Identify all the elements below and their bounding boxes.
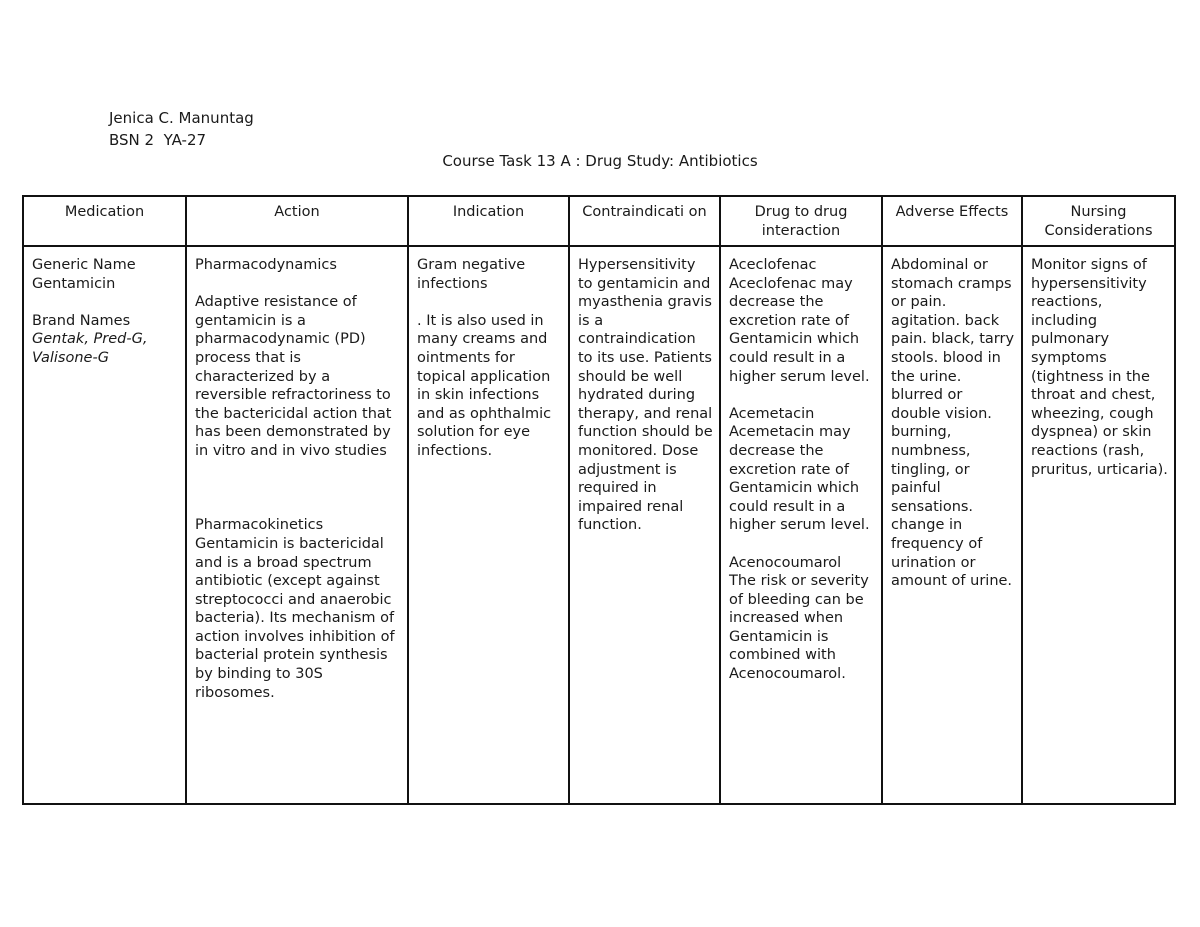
brand-names-value: Gentak, Pred-G, Valisone-G — [32, 331, 148, 366]
column-header-medication: Medication — [23, 196, 186, 246]
column-header-adverse-effects: Adverse Effects — [882, 196, 1022, 246]
brand-names-label: Brand Names — [32, 312, 131, 329]
contraindication-cell: Hypersensitivity to gentamicin and myasthenia gravis is a contraindication to its use. Patients should be well hydrated during therapy, and renal function should be monitored. Dose adjustment is required in impaired renal function. — [569, 246, 720, 804]
column-header-action: Action — [186, 196, 408, 246]
student-section: BSN 2 YA-27 — [109, 131, 207, 149]
interaction-text: Acemetacin may decrease the excretion rate of Gentamicin which could result in a higher serum level. — [729, 424, 870, 534]
interaction-drug-name: Acemetacin — [729, 405, 815, 422]
interaction-text: The risk or severity of bleeding can be increased when Gentamicin is combined with Acenocoumarol. — [729, 573, 869, 683]
column-header-indication: Indication — [408, 196, 569, 246]
drug-study-table — [22, 195, 1176, 805]
column-header-nursing-considerations: Nursing Considerations — [1022, 196, 1175, 246]
drug-interaction-cell — [720, 246, 882, 804]
pharmacodynamics-label: Pharmacodynamics — [195, 257, 337, 273]
nursing-considerations-cell: Monitor signs of hypersensitivity reactions, including pulmonary symptoms (tightness in the throat and chest, wheezing, cough dyspnea) or skin reactions (rash, pruritus, urticaria). — [1022, 246, 1175, 804]
student-name: Jenica C. Manuntag — [109, 109, 254, 127]
medication-cell — [23, 246, 186, 804]
generic-name-value: Gentamicin — [32, 275, 116, 292]
action-cell — [186, 246, 408, 804]
pharmacokinetics-text: Gentamicin is bactericidal and is a broad spectrum antibiotic (except against streptococci and anaerobic bacteria). Its mechanism of action involves inhibition of bacterial protein synthesis by binding to 30S ribosomes. — [195, 535, 395, 701]
table-header-row — [23, 196, 1175, 246]
document-title: Course Task 13 A : Drug Study: Antibiotics — [442, 152, 758, 170]
column-header-drug-interaction: Drug to drug interaction — [720, 196, 882, 246]
column-header-contraindication: Contraindicati on — [569, 196, 720, 246]
interaction-drug-name: Acenocoumarol — [729, 554, 842, 571]
table-row — [23, 246, 1175, 804]
pharmacodynamics-text: Adaptive resistance of gentamicin is a pharmacodynamic (PD) process that is characterized by a reversible refractoriness to the bactericidal action that has been demonstrated by in vitro and in vivo studies — [195, 294, 392, 459]
indication-text-1: Gram negative infections — [417, 257, 526, 292]
generic-name-label: Generic Name — [32, 257, 136, 273]
interaction-text: Aceclofenac may decrease the excretion rate of Gentamicin which could result in a higher serum level. — [729, 275, 870, 385]
interaction-drug-name: Aceclofenac — [729, 257, 817, 273]
adverse-effects-cell: Abdominal or stomach cramps or pain. agitation. back pain. black, tarry stools. blood in the urine. blurred or double vision. burning, numbness, tingling, or painful sensations. change in frequency of urination or amount of urine. — [882, 246, 1022, 804]
pharmacokinetics-label: Pharmacokinetics — [195, 517, 324, 534]
indication-cell — [408, 246, 569, 804]
indication-text-2: . It is also used in many creams and ointments for topical application in skin infections and as ophthalmic solution for eye infections. — [417, 312, 552, 459]
